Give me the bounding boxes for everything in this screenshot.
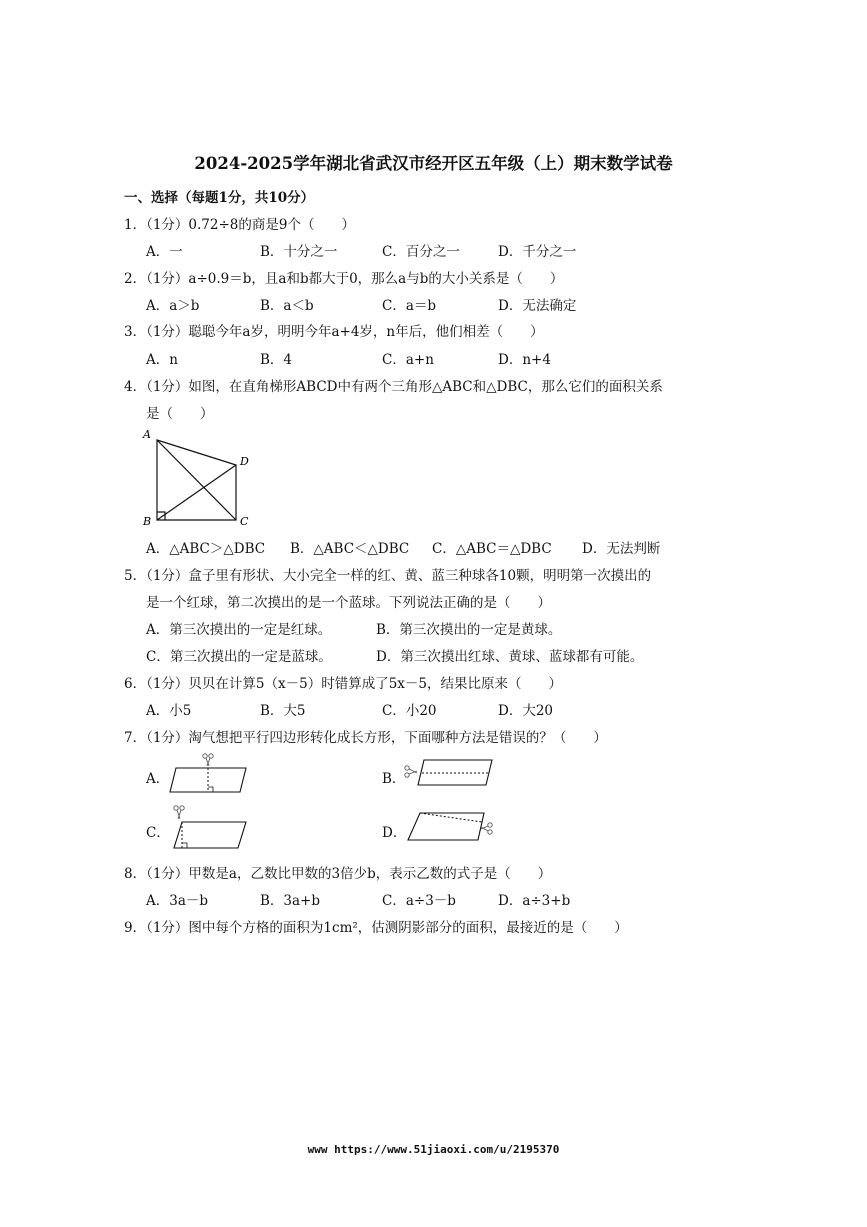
vertex-label-d: D — [240, 455, 249, 468]
q8-option-b: B．3a+b — [260, 893, 321, 909]
question-7: 7．（1分）淘气想把平行四边形转化成长方形，下面哪种方法是错误的？（ ） — [124, 730, 607, 746]
q5-option-b: B．第三次摸出的一定是黄球。 — [376, 622, 562, 638]
q2-option-c: C．a＝b — [382, 298, 437, 314]
question-5-continued: 是一个红球，第二次摸出的是一个蓝球。下列说法正确的是（ ） — [146, 595, 551, 611]
q8-option-a: A．3a－b — [146, 893, 209, 909]
question-4: 4．（1分）如图，在直角梯形ABCD中有两个三角形△ABC和△DBC，那么它们的面积关系 — [124, 379, 663, 395]
q5-option-d: D．第三次摸出红球、黄球、蓝球都有可能。 — [376, 649, 644, 665]
q7-option-a: A． — [146, 771, 170, 787]
q7-option-c: C． — [146, 825, 170, 841]
question-3: 3．（1分）聪聪今年a岁，明明今年a+4岁，n年后，他们相差（ ） — [124, 324, 544, 340]
q6-option-b: B．大5 — [260, 703, 306, 719]
q7-option-d: D． — [382, 825, 407, 841]
q8-option-c: C．a÷3－b — [382, 893, 456, 909]
scissors-icon — [203, 754, 213, 766]
q4-option-b: B．△ABC＜△DBC — [290, 541, 410, 557]
q5-option-a: A．第三次摸出的一定是红球。 — [146, 622, 332, 638]
q1-option-a: A．一 — [146, 244, 183, 260]
trapezoid-figure — [140, 425, 260, 530]
scissors-icon — [174, 806, 184, 819]
scissors-icon — [481, 823, 492, 834]
q2-option-b: B．a＜b — [260, 298, 314, 314]
q7-figure-b — [404, 755, 496, 793]
question-2: 2．（1分）a÷0.9＝b，且a和b都大于0，那么a与b的大小关系是（ ） — [124, 271, 564, 287]
q6-option-c: C．小20 — [382, 703, 437, 719]
q7-figure-c — [168, 804, 250, 850]
question-5: 5．（1分）盒子里有形状、大小完全一样的红、黄、蓝三种球各10颗，明明第一次摸出的 — [124, 568, 652, 584]
q4-option-c: C．△ABC＝△DBC — [432, 541, 552, 557]
q2-option-a: A．a＞b — [146, 298, 200, 314]
section-heading: 一、选择（每题1分，共10分） — [124, 190, 315, 206]
q3-option-b: B．4 — [260, 352, 293, 368]
q3-option-d: D．n+4 — [498, 352, 551, 368]
q7-option-b: B． — [382, 771, 406, 787]
vertex-label-c: C — [240, 515, 249, 528]
q1-option-b: B．十分之一 — [260, 244, 338, 260]
q3-option-c: C．a+n — [382, 352, 434, 368]
page-title: 2024-2025学年湖北省武汉市经开区五年级（上）期末数学试卷 — [194, 154, 673, 173]
question-1: 1．（1分）0.72÷8的商是9个（ ） — [124, 217, 355, 233]
q6-option-a: A．小5 — [146, 703, 192, 719]
question-6: 6．（1分）贝贝在计算5（x－5）时错算成了5x－5，结果比原来（ ） — [124, 676, 563, 692]
q1-option-c: C．百分之一 — [382, 244, 460, 260]
diagonal-bd — [157, 465, 236, 520]
scissors-icon — [405, 766, 417, 777]
q5-option-c: C．第三次摸出的一定是蓝球。 — [146, 649, 332, 665]
q7-figure-d — [404, 808, 496, 848]
q8-option-d: D．a÷3+b — [498, 893, 571, 909]
q6-option-d: D．大20 — [498, 703, 554, 719]
q4-option-a: A．△ABC＞△DBC — [146, 541, 266, 557]
question-9: 9．（1分）图中每个方格的面积为1cm²，估测阴影部分的面积，最接近的是（ ） — [124, 920, 628, 936]
q7-figure-a — [168, 752, 250, 796]
q2-option-d: D．无法确定 — [498, 298, 577, 314]
q4-option-d: D．无法判断 — [582, 541, 661, 557]
vertex-label-b: B — [143, 515, 152, 528]
q3-option-a: A．n — [146, 352, 178, 368]
vertex-label-a: A — [143, 428, 151, 441]
question-8: 8．（1分）甲数是a，乙数比甲数的3倍少b，表示乙数的式子是（ ） — [124, 866, 552, 882]
q1-option-d: D．千分之一 — [498, 244, 577, 260]
footer-url: www https://www.51jiaoxi.com/u/2195370 — [307, 1143, 560, 1156]
question-4-continued: 是（ ） — [146, 406, 214, 422]
